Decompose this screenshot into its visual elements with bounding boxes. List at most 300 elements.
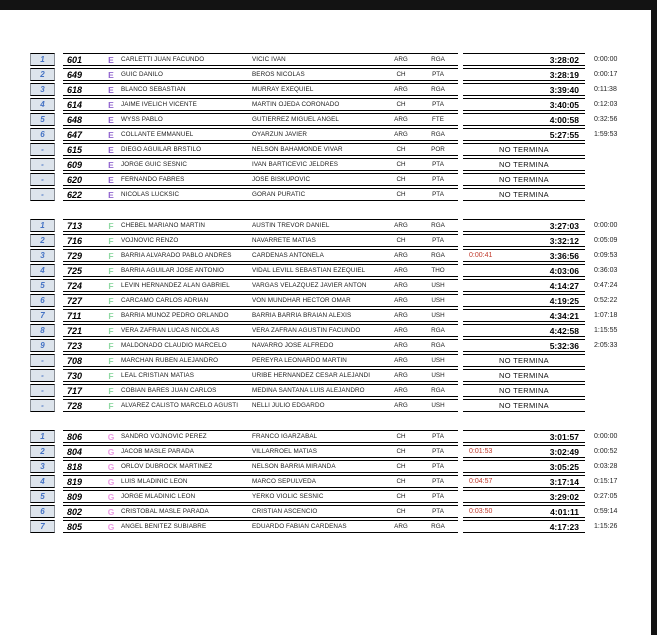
bib-number: 804 xyxy=(67,446,83,457)
result-row xyxy=(30,83,643,96)
country-code: ARG xyxy=(394,267,408,274)
country-code: ARG xyxy=(394,86,408,93)
position-cell: 6 xyxy=(30,294,55,307)
country-code: ARG xyxy=(394,387,408,394)
category-letter: F xyxy=(108,220,114,231)
country-code: ARG xyxy=(394,312,408,319)
gap-to-leader: 1:15:26 xyxy=(594,523,618,530)
gap-to-leader: 0:00:00 xyxy=(594,222,618,229)
gap-to-leader: 0:59:14 xyxy=(594,508,618,515)
time-cell xyxy=(463,53,585,66)
bib-number: 809 xyxy=(67,491,83,502)
country-code: ARG xyxy=(394,282,408,289)
result-row xyxy=(30,324,643,337)
rider1-name: LEAL CRISTIAN MATIAS xyxy=(121,372,195,379)
rider2-name: FRANCO IGARZABAL xyxy=(252,433,318,440)
country-code: ARG xyxy=(394,252,408,259)
team-cell xyxy=(63,143,458,156)
result-row xyxy=(30,173,643,186)
time-cell xyxy=(463,384,585,397)
category-letter: G xyxy=(107,446,115,457)
position-cell: 1 xyxy=(30,430,55,443)
result-row xyxy=(30,264,643,277)
bib-number: 713 xyxy=(67,220,83,231)
finish-time: 4:42:58 xyxy=(549,325,579,336)
region-code: PTA xyxy=(432,101,444,108)
position-cell: - xyxy=(30,384,55,397)
rider1-name: BARRIA ALVARADO PABLO ANDRES xyxy=(121,252,232,259)
finish-time: 4:34:21 xyxy=(549,310,579,321)
finish-time: 4:14:27 xyxy=(549,280,579,291)
category-letter: F xyxy=(108,370,114,381)
country-code: ARG xyxy=(394,116,408,123)
country-code: ARG xyxy=(394,402,408,409)
position-cell: - xyxy=(30,173,55,186)
category-letter: F xyxy=(108,235,114,246)
rider2-name: MEDINA SANTANA LUIS ALEJANDRO xyxy=(252,387,365,394)
result-row xyxy=(30,188,643,201)
time-cell xyxy=(463,188,585,201)
country-code: CH xyxy=(396,146,406,153)
country-code: CH xyxy=(396,433,406,440)
category-letter: F xyxy=(108,385,114,396)
finish-time: 3:36:56 xyxy=(549,250,579,261)
team-cell xyxy=(63,249,458,262)
no-finish-label: NO TERMINA xyxy=(499,401,549,410)
rider1-name: MALDONADO CLAUDIO MARCELO xyxy=(121,342,227,349)
team-cell xyxy=(63,309,458,322)
country-code: CH xyxy=(396,508,406,515)
region-code: PTA xyxy=(432,237,444,244)
penalty-time: 0:03:50 xyxy=(469,508,493,515)
finish-time: 3:39:40 xyxy=(549,84,579,95)
position-cell: 8 xyxy=(30,324,55,337)
bib-number: 723 xyxy=(67,340,83,351)
finish-time: 3:01:57 xyxy=(549,431,579,442)
country-code: CH xyxy=(396,237,406,244)
category-letter: F xyxy=(108,295,114,306)
position-cell: - xyxy=(30,369,55,382)
region-code: THO xyxy=(431,267,445,274)
region-code: RGA xyxy=(431,86,445,93)
region-code: PTA xyxy=(432,176,444,183)
team-cell xyxy=(63,384,458,397)
time-cell xyxy=(463,399,585,412)
category-letter: E xyxy=(108,174,114,185)
finish-time: 3:29:02 xyxy=(549,491,579,502)
team-cell xyxy=(63,264,458,277)
team-cell xyxy=(63,68,458,81)
gap-to-leader: 0:15:17 xyxy=(594,478,618,485)
category-letter: F xyxy=(108,355,114,366)
country-code: CH xyxy=(396,176,406,183)
bib-number: 708 xyxy=(67,355,83,366)
bib-number: 729 xyxy=(67,250,83,261)
category-letter: G xyxy=(107,431,115,442)
category-F-section xyxy=(30,219,643,414)
position-cell: 9 xyxy=(30,339,55,352)
country-code: ARG xyxy=(394,357,408,364)
team-cell xyxy=(63,520,458,533)
position-cell: 2 xyxy=(30,68,55,81)
team-cell xyxy=(63,339,458,352)
gap-to-leader xyxy=(585,143,643,156)
position-cell: - xyxy=(30,399,55,412)
result-row xyxy=(30,399,643,412)
rider2-name: CARDENAS ANTONELA xyxy=(252,252,324,259)
gap-to-leader: 0:03:28 xyxy=(594,463,618,470)
bib-number: 648 xyxy=(67,114,83,125)
time-cell xyxy=(463,143,585,156)
finish-time: 4:17:23 xyxy=(549,521,579,532)
position-cell: 1 xyxy=(30,53,55,66)
team-cell xyxy=(63,460,458,473)
country-code: ARG xyxy=(394,297,408,304)
position-cell: 6 xyxy=(30,128,55,141)
team-cell xyxy=(63,173,458,186)
rider1-name: SANDRO VOJNOVIC PEREZ xyxy=(121,433,207,440)
time-cell xyxy=(463,324,585,337)
region-code: RGA xyxy=(431,327,445,334)
country-code: ARG xyxy=(394,342,408,349)
result-row xyxy=(30,53,643,66)
category-G-section xyxy=(30,430,643,535)
rider2-name: EDUARDO FABIAN CARDENAS xyxy=(252,523,347,530)
category-letter: F xyxy=(108,280,114,291)
rider1-name: COLLANTE EMMANUEL xyxy=(121,131,194,138)
team-cell xyxy=(63,294,458,307)
gap-to-leader xyxy=(585,158,643,171)
no-finish-label: NO TERMINA xyxy=(499,175,549,184)
result-row xyxy=(30,68,643,81)
region-code: POR xyxy=(431,146,445,153)
position-cell: 4 xyxy=(30,475,55,488)
category-letter: G xyxy=(107,476,115,487)
position-cell: 7 xyxy=(30,520,55,533)
team-cell xyxy=(63,490,458,503)
category-letter: E xyxy=(108,54,114,65)
region-code: PTA xyxy=(432,508,444,515)
no-finish-label: NO TERMINA xyxy=(499,190,549,199)
rider2-name: NELLI JULIO EDGARDO xyxy=(252,402,325,409)
region-code: RGA xyxy=(431,523,445,530)
gap-to-leader xyxy=(585,354,643,367)
rider2-name: VICIC IVAN xyxy=(252,56,286,63)
category-letter: E xyxy=(108,84,114,95)
result-row xyxy=(30,219,643,232)
region-code: PTA xyxy=(432,433,444,440)
country-code: CH xyxy=(396,161,406,168)
region-code: USH xyxy=(431,312,445,319)
region-code: PTA xyxy=(432,478,444,485)
gap-to-leader: 0:12:03 xyxy=(594,101,618,108)
result-row xyxy=(30,520,643,533)
result-row xyxy=(30,113,643,126)
time-cell xyxy=(463,234,585,247)
time-cell xyxy=(463,68,585,81)
position-cell: 6 xyxy=(30,505,55,518)
category-letter: E xyxy=(108,69,114,80)
time-cell xyxy=(463,173,585,186)
rider1-name: JORGE MLADINIC LEON xyxy=(121,493,196,500)
gap-to-leader xyxy=(585,399,643,412)
team-cell xyxy=(63,445,458,458)
finish-time: 5:27:55 xyxy=(549,129,579,140)
country-code: ARG xyxy=(394,372,408,379)
region-code: PTA xyxy=(432,191,444,198)
gap-to-leader: 1:15:55 xyxy=(594,327,618,334)
finish-time: 4:19:25 xyxy=(549,295,579,306)
gap-to-leader: 0:00:52 xyxy=(594,448,618,455)
position-cell: 1 xyxy=(30,219,55,232)
team-cell xyxy=(63,369,458,382)
team-cell xyxy=(63,279,458,292)
bib-number: 730 xyxy=(67,370,83,381)
gap-to-leader: 0:09:53 xyxy=(594,252,618,259)
region-code: PTA xyxy=(432,161,444,168)
time-cell xyxy=(463,294,585,307)
category-letter: E xyxy=(108,159,114,170)
time-cell xyxy=(463,430,585,443)
rider1-name: LUIS MLADINIC LEON xyxy=(121,478,188,485)
team-cell xyxy=(63,219,458,232)
bib-number: 819 xyxy=(67,476,83,487)
country-code: CH xyxy=(396,478,406,485)
penalty-time: 0:04:57 xyxy=(469,478,493,485)
result-row xyxy=(30,294,643,307)
team-cell xyxy=(63,113,458,126)
bib-number: 724 xyxy=(67,280,83,291)
result-row xyxy=(30,369,643,382)
finish-time: 5:32:36 xyxy=(549,340,579,351)
result-row xyxy=(30,475,643,488)
team-cell xyxy=(63,53,458,66)
rider1-name: NICOLAS LUCKSIC xyxy=(121,191,180,198)
country-code: CH xyxy=(396,101,406,108)
finish-time: 3:05:25 xyxy=(549,461,579,472)
team-cell xyxy=(63,505,458,518)
rider1-name: JORGE GUIC SESNIC xyxy=(121,161,188,168)
gap-to-leader: 1:59:53 xyxy=(594,131,618,138)
category-letter: E xyxy=(108,99,114,110)
country-code: CH xyxy=(396,448,406,455)
team-cell xyxy=(63,399,458,412)
position-cell: - xyxy=(30,158,55,171)
region-code: PTA xyxy=(432,71,444,78)
time-cell xyxy=(463,98,585,111)
rider2-name: YERKO VIOLIC SESNIC xyxy=(252,493,324,500)
gap-to-leader: 0:11:38 xyxy=(594,86,617,93)
no-finish-label: NO TERMINA xyxy=(499,160,549,169)
team-cell xyxy=(63,158,458,171)
region-code: RGA xyxy=(431,252,445,259)
team-cell xyxy=(63,128,458,141)
country-code: CH xyxy=(396,493,406,500)
bib-number: 725 xyxy=(67,265,83,276)
bib-number: 609 xyxy=(67,159,83,170)
country-code: ARG xyxy=(394,131,408,138)
gap-to-leader xyxy=(585,384,643,397)
time-cell xyxy=(463,354,585,367)
rider1-name: BARRIA MUÑOZ PEDRO ORLANDO xyxy=(121,312,229,319)
gap-to-leader: 0:47:24 xyxy=(594,282,618,289)
rider2-name: VERA ZAFRAN AGUSTIN FACUNDO xyxy=(252,327,361,334)
country-code: CH xyxy=(396,71,406,78)
rider2-name: NELSON BAHAMONDE VIVAR xyxy=(252,146,343,153)
time-cell xyxy=(463,339,585,352)
region-code: USH xyxy=(431,357,445,364)
category-letter: F xyxy=(108,265,114,276)
rider1-name: VOJNOVIC RENZO xyxy=(121,237,179,244)
no-finish-label: NO TERMINA xyxy=(499,356,549,365)
rider2-name: NELSON BARRIA MIRANDA xyxy=(252,463,336,470)
time-cell xyxy=(463,113,585,126)
category-letter: F xyxy=(108,250,114,261)
bib-number: 614 xyxy=(67,99,83,110)
bib-number: 728 xyxy=(67,400,83,411)
position-cell: 2 xyxy=(30,234,55,247)
country-code: ARG xyxy=(394,56,408,63)
bib-number: 721 xyxy=(67,325,83,336)
rider1-name: JAIME IVELICH VICENTE xyxy=(121,101,197,108)
category-letter: G xyxy=(107,521,115,532)
rider1-name: ANGEL BENITEZ SUBIABRE xyxy=(121,523,207,530)
region-code: RGA xyxy=(431,222,445,229)
no-finish-label: NO TERMINA xyxy=(499,145,549,154)
country-code: ARG xyxy=(394,327,408,334)
gap-to-leader: 0:32:56 xyxy=(594,116,618,123)
bib-number: 711 xyxy=(67,310,82,321)
category-letter: F xyxy=(108,340,114,351)
penalty-time: 0:00:41 xyxy=(469,252,493,259)
country-code: CH xyxy=(396,463,406,470)
finish-time: 3:32:12 xyxy=(549,235,579,246)
result-row xyxy=(30,128,643,141)
region-code: USH xyxy=(431,297,445,304)
time-cell xyxy=(463,128,585,141)
result-row xyxy=(30,354,643,367)
rider2-name: VON MUNDHAR HECTOR OMAR xyxy=(252,297,351,304)
right-black-bar xyxy=(651,0,657,635)
gap-to-leader: 0:52:22 xyxy=(594,297,618,304)
category-letter: E xyxy=(108,189,114,200)
bib-number: 620 xyxy=(67,174,83,185)
result-row xyxy=(30,339,643,352)
time-cell xyxy=(463,520,585,533)
gap-to-leader: 0:00:17 xyxy=(594,71,618,78)
result-row xyxy=(30,234,643,247)
gap-to-leader: 1:07:18 xyxy=(594,312,618,319)
finish-time: 3:28:19 xyxy=(549,69,579,80)
time-cell xyxy=(463,83,585,96)
region-code: USH xyxy=(431,372,445,379)
category-letter: G xyxy=(107,461,115,472)
position-cell: 7 xyxy=(30,309,55,322)
bib-number: 802 xyxy=(67,506,83,517)
result-row xyxy=(30,143,643,156)
rider2-name: VIDAL LEVILL SEBASTIAN EZEQUIEL xyxy=(252,267,366,274)
no-finish-label: NO TERMINA xyxy=(499,386,549,395)
position-cell: 4 xyxy=(30,264,55,277)
region-code: RGA xyxy=(431,342,445,349)
rider2-name: CRISTIAN ASCENCIO xyxy=(252,508,318,515)
time-cell xyxy=(463,445,585,458)
position-cell: - xyxy=(30,188,55,201)
rider2-name: JOSE BISKUPOVIC xyxy=(252,176,311,183)
rider2-name: PEREYRA LEONARDO MARTIN xyxy=(252,357,347,364)
team-cell xyxy=(63,354,458,367)
category-letter: F xyxy=(108,310,114,321)
position-cell: 5 xyxy=(30,490,55,503)
finish-time: 3:28:02 xyxy=(549,54,579,65)
rider2-name: NAVARRETE MATIAS xyxy=(252,237,316,244)
result-row xyxy=(30,309,643,322)
bib-number: 727 xyxy=(67,295,83,306)
rider2-name: GORAN PURATIC xyxy=(252,191,306,198)
region-code: PTA xyxy=(432,493,444,500)
result-row xyxy=(30,490,643,503)
rider2-name: GUTIERREZ MIGUEL ANGEL xyxy=(252,116,339,123)
region-code: PTA xyxy=(432,448,444,455)
time-cell xyxy=(463,475,585,488)
gap-to-leader xyxy=(585,188,643,201)
rider2-name: VARGAS VELAZQUEZ JAVIER ANTON xyxy=(252,282,367,289)
team-cell xyxy=(63,475,458,488)
top-black-bar xyxy=(0,0,657,10)
rider1-name: CARLETTI JUAN FACUNDO xyxy=(121,56,205,63)
result-row xyxy=(30,98,643,111)
gap-to-leader: 0:00:00 xyxy=(594,56,618,63)
bib-number: 622 xyxy=(67,189,83,200)
finish-time: 3:17:14 xyxy=(549,476,579,487)
time-cell xyxy=(463,279,585,292)
region-code: RGA xyxy=(431,387,445,394)
finish-time: 4:01:11 xyxy=(550,506,579,517)
position-cell: - xyxy=(30,143,55,156)
rider1-name: DIEGO AGUILAR BRSTILO xyxy=(121,146,202,153)
rider2-name: MARTIN OJEDA CORONADO xyxy=(252,101,340,108)
bib-number: 647 xyxy=(67,129,83,140)
gap-to-leader: 0:00:00 xyxy=(594,433,618,440)
category-letter: E xyxy=(108,114,114,125)
team-cell xyxy=(63,83,458,96)
region-code: FTE xyxy=(432,116,444,123)
rider2-name: VILLARROEL MATIAS xyxy=(252,448,318,455)
category-letter: E xyxy=(108,144,114,155)
region-code: PTA xyxy=(432,463,444,470)
country-code: ARG xyxy=(394,222,408,229)
time-cell xyxy=(463,219,585,232)
rider1-name: FERNANDO FABRES xyxy=(121,176,185,183)
finish-time: 3:02:49 xyxy=(549,446,579,457)
rider1-name: CHEBEL MARIANO MARTIN xyxy=(121,222,205,229)
rider2-name: MURRAY EXEQUIEL xyxy=(252,86,314,93)
rider1-name: JACOB MASLE PARADA xyxy=(121,448,195,455)
rider1-name: VERA ZAFRAN LUCAS NICOLAS xyxy=(121,327,220,334)
gap-to-leader: 0:27:05 xyxy=(594,493,618,500)
no-finish-label: NO TERMINA xyxy=(499,371,549,380)
gap-to-leader xyxy=(585,173,643,186)
team-cell xyxy=(63,430,458,443)
result-row xyxy=(30,505,643,518)
bib-number: 818 xyxy=(67,461,83,472)
gap-to-leader xyxy=(585,369,643,382)
team-cell xyxy=(63,98,458,111)
finish-time: 3:40:05 xyxy=(549,99,579,110)
result-row xyxy=(30,445,643,458)
time-cell xyxy=(463,309,585,322)
time-cell xyxy=(463,369,585,382)
